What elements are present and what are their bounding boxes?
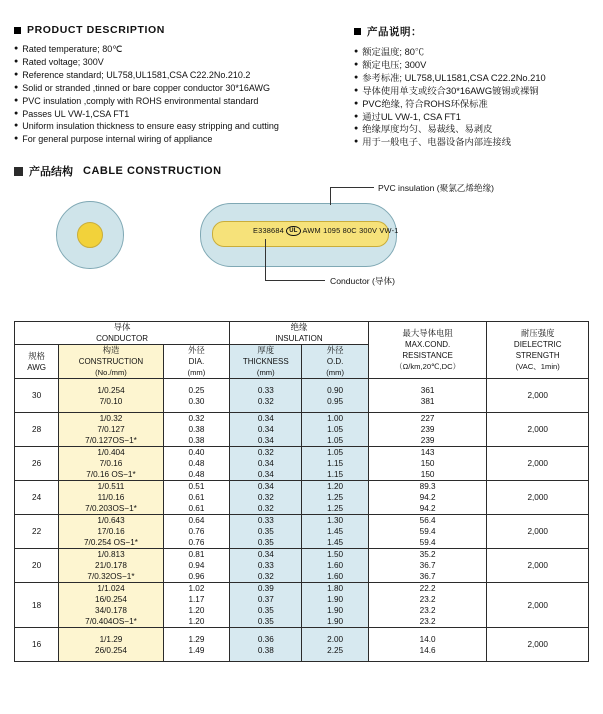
thickness-value: 0.35: [257, 617, 274, 627]
round-bullet-icon: ●: [14, 45, 19, 52]
list-item-label: PVC insulation ,comply with ROHS environmental standard: [22, 95, 259, 106]
dia-value: 1.20: [188, 606, 205, 616]
list-item: [14, 108, 354, 120]
od-value: 1.80: [327, 584, 344, 594]
cell-strength: 2,000: [487, 515, 589, 549]
cell-resistance: [368, 447, 487, 481]
thickness-value: 0.34: [257, 470, 274, 480]
ul-logo-icon: UL: [286, 226, 300, 236]
dia-value: 0.38: [188, 436, 205, 446]
od-value: 1.00: [327, 414, 344, 424]
table-row: [15, 515, 589, 549]
header-od-en: O.D.: [326, 357, 344, 367]
cell-dia: [163, 379, 229, 413]
square-bullet-icon: [354, 28, 361, 35]
construction-value: 11/0.16: [97, 493, 125, 503]
thickness-value: 0.36: [257, 634, 274, 644]
header-resistance-en2: RESISTANCE: [402, 351, 453, 361]
resistance-value: 36.7: [419, 572, 436, 582]
dia-value: 0.81: [188, 550, 205, 560]
od-value: 1.20: [327, 482, 344, 492]
header-construction-cn: 构造: [102, 345, 120, 356]
cell-strength: 2,000: [487, 583, 589, 628]
od-value: 1.30: [327, 516, 344, 526]
cell-resistance: [368, 481, 487, 515]
resistance-value: 239: [420, 425, 435, 435]
dia-value: 0.48: [188, 459, 205, 469]
header-awg-cn: 规格: [28, 350, 45, 361]
list-item-label: PVC绝缘, 符合ROHS环保标准: [362, 98, 488, 109]
construction-value: 1/1.024: [97, 584, 125, 594]
thickness-value: 0.33: [257, 561, 274, 571]
header-resistance-en1: MAX.COND.: [404, 340, 451, 350]
construction-value: 1/0.511: [97, 482, 125, 492]
header-dia-cn: 外径: [188, 345, 205, 356]
header-resistance-cn: 最大导体电阻: [402, 328, 453, 339]
header-dia: [163, 345, 229, 379]
dia-value: 1.02: [188, 584, 205, 594]
cell-strength: 2,000: [487, 413, 589, 447]
round-bullet-icon: ●: [14, 109, 19, 117]
dia-value: 0.96: [188, 572, 205, 582]
od-value: 1.25: [327, 493, 344, 503]
thickness-value: 0.32: [257, 396, 274, 406]
header-thickness-unit: (mm): [256, 368, 275, 378]
list-item: [14, 120, 354, 132]
conductor-callout-vertical-line: [265, 239, 266, 281]
od-value: 2.25: [327, 645, 344, 655]
thickness-value: 0.32: [257, 504, 274, 514]
thickness-value: 0.35: [257, 538, 274, 548]
header-awg: [15, 345, 59, 379]
header-conductor-group: [15, 322, 230, 345]
od-value: 1.05: [327, 425, 344, 435]
od-value: 1.60: [327, 561, 344, 571]
header-thickness: [230, 345, 302, 379]
od-value: 0.95: [327, 396, 344, 406]
resistance-value: 381: [420, 396, 435, 406]
header-strength-cn: 耐压强度: [520, 328, 555, 339]
header-construction: [59, 345, 164, 379]
header-thickness-cn: 厚度: [257, 345, 275, 356]
header-insulation-cn: 绝缘: [290, 322, 308, 333]
construction-value: 1/0.32: [99, 414, 123, 424]
description-english-column: [14, 24, 354, 149]
construction-value: 17/0.16: [97, 527, 125, 537]
cell-construction: [59, 549, 164, 583]
cell-od: [302, 549, 368, 583]
header-construction-en: CONSTRUCTION: [78, 357, 144, 367]
round-bullet-icon: ●: [354, 86, 359, 94]
dia-value: 0.38: [188, 425, 205, 435]
dia-value: 0.32: [188, 414, 205, 424]
table-row: [15, 481, 589, 515]
list-item-label: 用于一般电子、电器设备内部连接线: [362, 137, 511, 148]
resistance-value: 14.6: [419, 645, 436, 655]
header-od-cn: 外径: [326, 345, 344, 356]
cell-strength: 2,000: [487, 481, 589, 515]
thickness-value: 0.33: [257, 385, 274, 395]
od-value: 1.90: [327, 606, 344, 616]
header-thickness-en: THICKNESS: [242, 357, 289, 367]
list-item: [354, 85, 589, 97]
dia-value: 0.51: [188, 482, 205, 492]
construction-value: 7/0.203OS−1*: [85, 504, 137, 514]
insulation-callout-horizontal-line: [330, 187, 374, 188]
thickness-value: 0.35: [257, 606, 274, 616]
description-english-list: [14, 43, 354, 146]
dia-value: 0.61: [188, 504, 205, 514]
construction-value: 1/0.643: [97, 516, 125, 526]
product-description-section: [0, 0, 603, 149]
round-bullet-icon: ●: [354, 138, 359, 146]
round-bullet-icon: ●: [354, 48, 359, 55]
table-row: [15, 583, 589, 628]
od-value: 1.15: [327, 459, 344, 469]
construction-title-english: CABLE CONSTRUCTION: [83, 165, 222, 178]
header-od: [302, 345, 368, 379]
description-english-title: PRODUCT DESCRIPTION: [27, 24, 165, 36]
list-item: [354, 111, 589, 123]
od-value: 0.90: [327, 385, 344, 395]
construction-value: 7/0.404OS−1*: [85, 617, 137, 627]
header-strength-en2: STRENGTH: [515, 351, 560, 361]
round-bullet-icon: ●: [354, 99, 359, 107]
cell-strength: 2,000: [487, 549, 589, 583]
resistance-value: 94.2: [419, 504, 436, 514]
cable-printed-marking: [253, 226, 399, 236]
construction-value: 7/0.32OS−1*: [87, 572, 135, 582]
list-item-label: 导体使用单支或绞合30*16AWG镀锡或裸铜: [362, 85, 539, 96]
resistance-value: 239: [420, 436, 435, 446]
od-value: 1.15: [327, 470, 344, 480]
list-item: [14, 56, 354, 68]
dia-value: 0.30: [188, 396, 205, 406]
dia-value: 1.49: [188, 645, 205, 655]
od-value: 2.00: [327, 634, 344, 644]
resistance-value: 361: [420, 385, 435, 395]
cell-awg: 22: [15, 515, 59, 549]
thickness-value: 0.32: [257, 448, 274, 458]
thickness-value: 0.34: [257, 459, 274, 469]
list-item: [14, 43, 354, 55]
list-item: [14, 95, 354, 107]
resistance-value: 23.2: [419, 617, 436, 627]
cell-resistance: [368, 549, 487, 583]
cell-awg: 20: [15, 549, 59, 583]
cell-dia: [163, 549, 229, 583]
list-item: [354, 123, 589, 135]
insulation-label: PVC insulation (聚氯乙烯绝缘): [378, 183, 495, 194]
list-item: [354, 136, 589, 148]
cell-construction: [59, 515, 164, 549]
cell-thickness: [230, 628, 302, 662]
cell-dia: [163, 481, 229, 515]
list-item-label: Rated temperature; 80℃: [22, 44, 123, 54]
cell-thickness: [230, 515, 302, 549]
header-dia-en: DIA.: [188, 357, 205, 367]
list-item-label: Rated voltage; 300V: [22, 56, 104, 67]
resistance-value: 22.2: [419, 584, 436, 594]
cell-awg: 18: [15, 583, 59, 628]
thickness-value: 0.34: [257, 482, 274, 492]
od-value: 1.25: [327, 504, 344, 514]
cell-thickness: [230, 549, 302, 583]
table-header-group-row: [15, 322, 589, 345]
dia-value: 0.48: [188, 470, 205, 480]
resistance-value: 89.3: [419, 482, 436, 492]
cell-resistance: [368, 583, 487, 628]
cell-construction: [59, 447, 164, 481]
od-value: 1.45: [327, 527, 344, 537]
construction-value: 1/0.404: [97, 448, 125, 458]
list-item: [354, 46, 589, 58]
construction-value: 7/0.16: [99, 459, 123, 469]
cell-awg: 30: [15, 379, 59, 413]
cell-od: [302, 481, 368, 515]
list-item-label: Reference standard; UL758,UL1581,CSA C22.2No.210.2: [22, 69, 251, 80]
od-value: 1.90: [327, 617, 344, 627]
cell-resistance: [368, 413, 487, 447]
resistance-value: 59.4: [419, 527, 436, 537]
round-bullet-icon: ●: [14, 122, 19, 130]
cell-construction: [59, 583, 164, 628]
cell-thickness: [230, 481, 302, 515]
cell-od: [302, 628, 368, 662]
thickness-value: 0.37: [257, 595, 274, 605]
thickness-value: 0.34: [257, 425, 274, 435]
list-item-label: Uniform insulation thickness to ensure easy stripping and cutting: [22, 121, 279, 132]
round-bullet-icon: ●: [14, 70, 19, 78]
round-bullet-icon: ●: [354, 60, 359, 68]
round-bullet-icon: ●: [354, 125, 359, 133]
header-insulation-group: [230, 322, 369, 345]
cell-resistance: [368, 628, 487, 662]
cell-dia: [163, 447, 229, 481]
list-item: [354, 72, 589, 84]
header-conductor-en: CONDUCTOR: [96, 334, 148, 344]
cell-thickness: [230, 583, 302, 628]
cell-strength: 2,000: [487, 379, 589, 413]
dia-value: 1.29: [188, 634, 205, 644]
thickness-value: 0.34: [257, 550, 274, 560]
thickness-value: 0.35: [257, 527, 274, 537]
round-bullet-icon: ●: [14, 57, 19, 65]
resistance-value: 59.4: [419, 538, 436, 548]
cell-od: [302, 413, 368, 447]
construction-value: 16/0.254: [95, 595, 127, 605]
od-value: 1.45: [327, 538, 344, 548]
list-item-label: Solid or stranded ,tinned or bare copper conductor 30*16AWG: [22, 82, 271, 93]
construction-value: 1/0.813: [97, 550, 125, 560]
dia-value: 0.61: [188, 493, 205, 503]
round-bullet-icon: ●: [354, 73, 359, 81]
od-value: 1.60: [327, 572, 344, 582]
construction-value: 7/0.254 OS−1*: [84, 538, 138, 548]
description-chinese-column: [354, 24, 589, 149]
round-bullet-icon: ●: [14, 135, 19, 143]
table-row: [15, 447, 589, 481]
description-english-heading: [14, 24, 354, 36]
resistance-value: 143: [420, 448, 435, 458]
cell-awg: 24: [15, 481, 59, 515]
header-strength: [487, 322, 589, 379]
header-dia-unit: (mm): [187, 368, 206, 378]
cell-awg: 28: [15, 413, 59, 447]
cell-od: [302, 379, 368, 413]
cell-strength: 2,000: [487, 628, 589, 662]
cell-dia: [163, 628, 229, 662]
specification-table: [14, 321, 589, 662]
list-item-label: Passes UL VW-1,CSA FT1: [22, 108, 130, 119]
resistance-value: 35.2: [419, 550, 436, 560]
marking-file-number: E338684: [253, 226, 284, 236]
cell-construction: [59, 481, 164, 515]
dia-value: 1.20: [188, 617, 205, 627]
list-item-label: 额定电压; 300V: [362, 59, 427, 70]
dia-value: 0.64: [188, 516, 205, 526]
resistance-value: 56.4: [419, 516, 436, 526]
resistance-value: 150: [420, 459, 435, 469]
table-row: [15, 413, 589, 447]
header-strength-en1: DIELECTRIC: [513, 340, 562, 350]
square-bullet-icon: [14, 27, 21, 34]
table-row: [15, 549, 589, 583]
list-item: [354, 59, 589, 71]
list-item-label: 额定温度; 80℃: [362, 47, 425, 57]
cell-strength: 2,000: [487, 447, 589, 481]
list-item-label: 绝缘厚度均匀、易裁线、易剥皮: [362, 124, 493, 135]
square-bullet-icon: [14, 167, 23, 176]
construction-value: 7/0.16 OS−1*: [86, 470, 136, 480]
cell-thickness: [230, 447, 302, 481]
cell-dia: [163, 515, 229, 549]
cell-construction: [59, 628, 164, 662]
table-row: [15, 379, 589, 413]
list-item-label: 通过UL VW-1, CSA FT1: [362, 111, 461, 122]
thickness-value: 0.34: [257, 436, 274, 446]
cell-od: [302, 515, 368, 549]
table-row: [15, 628, 589, 662]
cell-dia: [163, 413, 229, 447]
thickness-value: 0.39: [257, 584, 274, 594]
resistance-value: 23.2: [419, 606, 436, 616]
construction-value: 1/1.29: [99, 634, 123, 644]
list-item: [14, 69, 354, 81]
cell-resistance: [368, 515, 487, 549]
header-resistance: [368, 322, 487, 379]
header-od-unit: (mm): [326, 368, 344, 378]
list-item-label: For general purpose internal wiring of appliance: [22, 134, 213, 145]
insulation-callout-vertical-line: [330, 187, 331, 205]
header-construction-unit: (No./mm): [95, 368, 127, 378]
list-item: [354, 98, 589, 110]
cell-thickness: [230, 413, 302, 447]
dia-value: 0.94: [188, 561, 205, 571]
header-strength-unit: (VAC、1min): [515, 362, 560, 372]
dia-value: 0.25: [188, 385, 205, 395]
header-resistance-unit: （Ω/km,20℃,DC）: [394, 362, 461, 372]
thickness-value: 0.34: [257, 414, 274, 424]
description-chinese-title: 产品说明：: [367, 26, 422, 38]
marking-spec: AWM 1095 80C 300V VW-1: [302, 226, 399, 236]
round-bullet-icon: ●: [354, 112, 359, 120]
dia-value: 0.40: [188, 448, 205, 458]
cell-thickness: [230, 379, 302, 413]
round-bullet-icon: ●: [14, 96, 19, 104]
construction-value: 26/0.254: [95, 645, 127, 655]
cable-diagram: [0, 181, 603, 321]
cell-od: [302, 583, 368, 628]
construction-value: 34/0.178: [95, 606, 127, 616]
construction-value: 7/0.127: [97, 425, 125, 435]
od-value: 1.90: [327, 595, 344, 605]
od-value: 1.50: [327, 550, 344, 560]
construction-value: 1/0.254: [97, 385, 125, 395]
cell-awg: 16: [15, 628, 59, 662]
conductor-label: Conductor (导体): [330, 276, 395, 287]
thickness-value: 0.33: [257, 516, 274, 526]
conductor-callout-horizontal-line: [265, 280, 325, 281]
od-value: 1.05: [327, 436, 344, 446]
cell-construction: [59, 379, 164, 413]
description-chinese-heading: [354, 24, 589, 39]
list-item: [14, 133, 354, 145]
resistance-value: 94.2: [419, 493, 436, 503]
dia-value: 0.76: [188, 538, 205, 548]
construction-value: 7/0.127OS−1*: [85, 436, 137, 446]
dia-value: 0.76: [188, 527, 205, 537]
resistance-value: 23.2: [419, 595, 436, 605]
resistance-value: 14.0: [419, 634, 436, 644]
header-awg-en: AWG: [27, 362, 47, 372]
round-bullet-icon: ●: [14, 83, 19, 91]
od-value: 1.05: [327, 448, 344, 458]
construction-value: 7/0.10: [99, 396, 123, 406]
header-insulation-en: INSULATION: [275, 334, 323, 344]
construction-value: 21/0.178: [95, 561, 127, 571]
list-item: [14, 82, 354, 94]
thickness-value: 0.32: [257, 572, 274, 582]
header-conductor-cn: 导体: [113, 322, 131, 333]
resistance-value: 227: [420, 414, 435, 424]
resistance-value: 36.7: [419, 561, 436, 571]
cell-construction: [59, 413, 164, 447]
thickness-value: 0.32: [257, 493, 274, 503]
cell-resistance: [368, 379, 487, 413]
cable-construction-heading: [0, 149, 603, 179]
cell-od: [302, 447, 368, 481]
description-chinese-list: [354, 46, 589, 149]
thickness-value: 0.38: [257, 645, 274, 655]
dia-value: 1.17: [188, 595, 205, 605]
construction-title-chinese: 产品结构: [29, 166, 73, 179]
cell-dia: [163, 583, 229, 628]
list-item-label: 参考标准; UL758,UL1581,CSA C22.2No.210: [362, 72, 546, 83]
cell-awg: 26: [15, 447, 59, 481]
resistance-value: 150: [420, 470, 435, 480]
